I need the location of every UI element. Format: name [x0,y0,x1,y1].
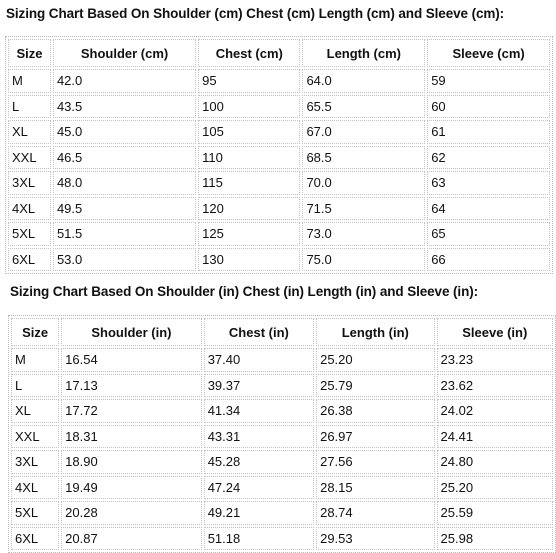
column-header-sleeve: Sleeve (in) [437,318,553,346]
shoulder-cell: 46.5 [53,146,196,170]
chest-cell: 110 [198,146,300,170]
table-row [8,146,550,170]
size-cell: 3XL [11,450,59,474]
chest-cell: 95 [198,69,300,93]
length-cell: 28.15 [316,476,434,500]
size-cell: XXL [8,146,51,170]
shoulder-cell: 16.54 [61,348,202,372]
column-header-size: Size [11,318,59,346]
sleeve-cell: 61 [427,120,550,144]
size-cell: 6XL [8,248,51,272]
sleeve-cell: 25.20 [437,476,553,500]
column-header-sleeve: Sleeve (cm) [427,39,550,67]
table-row [11,527,553,551]
length-cell: 65.5 [302,95,425,119]
shoulder-cell: 53.0 [53,248,196,272]
length-cell: 25.79 [316,374,434,398]
length-cell: 67.0 [302,120,425,144]
length-cell: 70.0 [302,171,425,195]
chest-cell: 39.37 [204,374,314,398]
length-cell: 28.74 [316,501,434,525]
cm-chart-title: Sizing Chart Based On Shoulder (cm) Chest (cm) Length (cm) and Sleeve (cm): [6,6,505,21]
chest-cell: 130 [198,248,300,272]
chest-cell: 125 [198,222,300,246]
table-header-row [8,39,550,67]
length-cell: 75.0 [302,248,425,272]
chest-cell: 41.34 [204,399,314,423]
sleeve-cell: 25.98 [437,527,553,551]
sleeve-cell: 62 [427,146,550,170]
sleeve-cell: 24.80 [437,450,553,474]
size-cell: XL [11,399,59,423]
length-cell: 26.97 [316,425,434,449]
chest-cell: 47.24 [204,476,314,500]
length-cell: 68.5 [302,146,425,170]
size-cell: XXL [11,425,59,449]
chest-cell: 120 [198,197,300,221]
table-row [8,248,550,272]
size-cell: XL [8,120,51,144]
shoulder-cell: 20.87 [61,527,202,551]
chest-cell: 100 [198,95,300,119]
table-row [11,399,553,423]
size-cell: M [8,69,51,93]
shoulder-cell: 19.49 [61,476,202,500]
table-row [8,69,550,93]
table-header-row [11,318,553,346]
table-row [8,95,550,119]
table-row [11,450,553,474]
length-cell: 71.5 [302,197,425,221]
shoulder-cell: 45.0 [53,120,196,144]
column-header-shoulder: Shoulder (in) [61,318,202,346]
length-cell: 27.56 [316,450,434,474]
size-cell: L [11,374,59,398]
size-cell: 5XL [8,222,51,246]
column-header-length: Length (cm) [302,39,425,67]
column-header-length: Length (in) [316,318,434,346]
column-header-chest: Chest (in) [204,318,314,346]
chest-cell: 45.28 [204,450,314,474]
shoulder-cell: 18.31 [61,425,202,449]
sleeve-cell: 63 [427,171,550,195]
shoulder-cell: 49.5 [53,197,196,221]
chest-cell: 115 [198,171,300,195]
table-row [11,374,553,398]
table-row [8,171,550,195]
table-row [8,120,550,144]
length-cell: 64.0 [302,69,425,93]
size-cell: 3XL [8,171,51,195]
inch-chart-title: Sizing Chart Based On Shoulder (in) Chest (in) Length (in) and Sleeve (in): [10,284,479,299]
table-row [8,197,550,221]
sleeve-cell: 65 [427,222,550,246]
shoulder-cell: 48.0 [53,171,196,195]
size-cell: 4XL [11,476,59,500]
shoulder-cell: 51.5 [53,222,196,246]
shoulder-cell: 43.5 [53,95,196,119]
sleeve-cell: 25.59 [437,501,553,525]
cm-size-table [5,36,553,274]
inch-size-table [8,315,556,553]
table-row [8,222,550,246]
sleeve-cell: 23.62 [437,374,553,398]
sleeve-cell: 64 [427,197,550,221]
shoulder-cell: 17.72 [61,399,202,423]
size-cell: 6XL [11,527,59,551]
size-cell: M [11,348,59,372]
chest-cell: 49.21 [204,501,314,525]
shoulder-cell: 17.13 [61,374,202,398]
table-row [11,476,553,500]
chest-cell: 51.18 [204,527,314,551]
length-cell: 73.0 [302,222,425,246]
size-cell: 4XL [8,197,51,221]
table-row [11,501,553,525]
length-cell: 26.38 [316,399,434,423]
table-row [11,425,553,449]
sleeve-cell: 24.41 [437,425,553,449]
sleeve-cell: 60 [427,95,550,119]
chest-cell: 43.31 [204,425,314,449]
chest-cell: 105 [198,120,300,144]
chest-cell: 37.40 [204,348,314,372]
column-header-size: Size [8,39,51,67]
shoulder-cell: 42.0 [53,69,196,93]
sleeve-cell: 59 [427,69,550,93]
sleeve-cell: 24.02 [437,399,553,423]
length-cell: 25.20 [316,348,434,372]
table-row [11,348,553,372]
sleeve-cell: 23.23 [437,348,553,372]
size-cell: 5XL [11,501,59,525]
shoulder-cell: 20.28 [61,501,202,525]
column-header-chest: Chest (cm) [198,39,300,67]
shoulder-cell: 18.90 [61,450,202,474]
size-cell: L [8,95,51,119]
sleeve-cell: 66 [427,248,550,272]
length-cell: 29.53 [316,527,434,551]
column-header-shoulder: Shoulder (cm) [53,39,196,67]
